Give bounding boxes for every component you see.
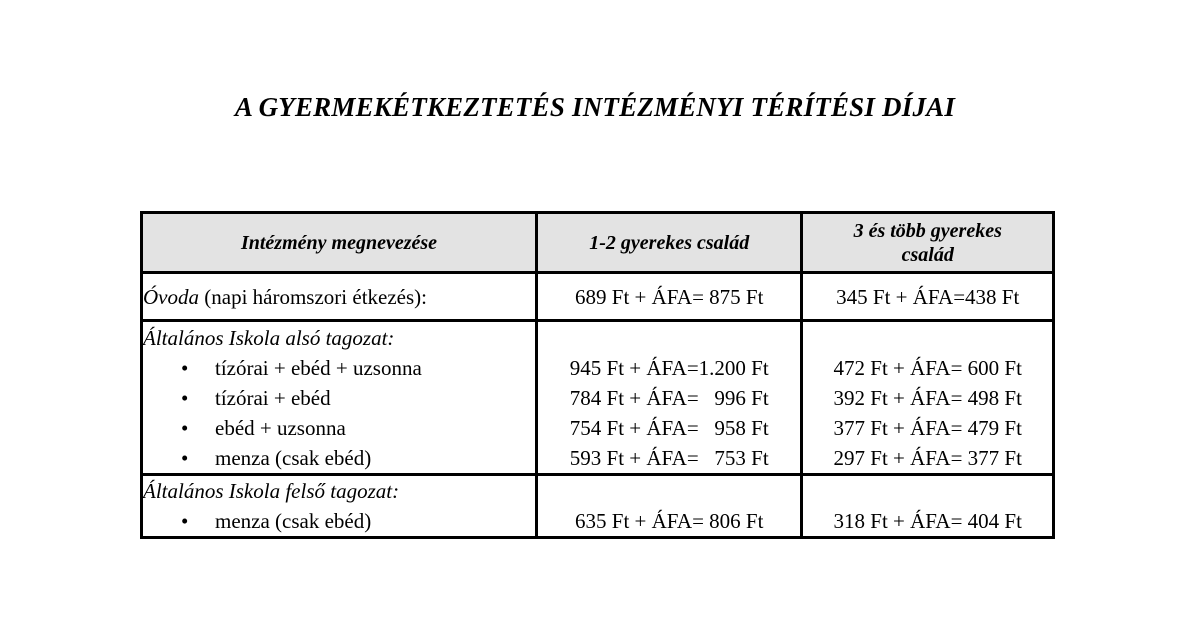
table-row-felso-tagozat xyxy=(142,475,1054,538)
ovoda-fee-3-plus: 345 Ft + ÁFA=438 Ft xyxy=(802,273,1054,321)
bullet-icon: • xyxy=(181,356,189,380)
bullet-icon: • xyxy=(181,446,189,470)
felso-fee-3-plus: 318 Ft + ÁFA= 404 Ft xyxy=(833,509,1022,533)
also-fee-3-plus: 392 Ft + ÁFA= 498 Ft xyxy=(833,386,1022,410)
also-fee-1-2: 593 Ft + ÁFA= 753 Ft xyxy=(569,446,769,470)
felso-name-cell xyxy=(142,475,537,538)
header-3-plus-line1: 3 és több gyerekes xyxy=(853,219,1002,242)
also-fee-3-plus: 472 Ft + ÁFA= 600 Ft xyxy=(833,356,1022,380)
felso-fee-1-2: 635 Ft + ÁFA= 806 Ft xyxy=(575,509,764,533)
also-fee-3-plus: 377 Ft + ÁFA= 479 Ft xyxy=(833,416,1022,440)
header-3-plus-line2: család xyxy=(901,243,954,266)
also-section-title: Általános Iskola alsó tagozat: xyxy=(143,326,395,350)
also-item-label: tízórai + ebéd xyxy=(215,386,331,410)
table-row-ovoda xyxy=(142,273,1054,321)
ovoda-name-detail: (napi háromszori étkezés): xyxy=(199,284,427,309)
also-item-label: menza (csak ebéd) xyxy=(215,446,372,470)
table-row-also-tagozat xyxy=(142,321,1054,475)
header-1-2-children: 1-2 gyerekes család xyxy=(536,213,801,273)
bullet-icon: • xyxy=(181,386,189,410)
page-title: A GYERMEKÉTKEZTETÉS INTÉZMÉNYI TÉRÍTÉSI DÍJAI xyxy=(234,92,956,122)
also-name-cell xyxy=(142,321,537,475)
list-item xyxy=(143,506,535,536)
also-fees-1-2 xyxy=(536,321,801,475)
header-row xyxy=(142,213,1054,273)
also-fee-1-2: 754 Ft + ÁFA= 958 Ft xyxy=(569,416,769,440)
also-fee-1-2: 945 Ft + ÁFA=1.200 Ft xyxy=(569,356,769,380)
bullet-icon: • xyxy=(181,416,189,440)
felso-item-label: menza (csak ebéd) xyxy=(215,509,372,533)
also-fee-1-2: 784 Ft + ÁFA= 996 Ft xyxy=(569,386,769,410)
also-fee-3-plus: 297 Ft + ÁFA= 377 Ft xyxy=(833,446,1022,470)
also-item-label: ebéd + uzsonna xyxy=(215,416,346,440)
list-item xyxy=(143,353,535,383)
ovoda-name-cell xyxy=(142,273,537,321)
header-3-plus-children xyxy=(802,213,1054,273)
header-institution-name: Intézmény megnevezése xyxy=(142,213,537,273)
list-item xyxy=(143,443,535,473)
ovoda-fee-1-2: 689 Ft + ÁFA= 875 Ft xyxy=(536,273,801,321)
list-item xyxy=(143,413,535,443)
ovoda-name: Óvoda xyxy=(143,284,199,309)
list-item xyxy=(143,383,535,413)
felso-section-title: Általános Iskola felső tagozat: xyxy=(143,479,400,503)
also-item-label: tízórai + ebéd + uzsonna xyxy=(215,356,422,380)
bullet-icon: • xyxy=(181,509,189,533)
felso-fees-3-plus xyxy=(802,475,1054,538)
table-header xyxy=(142,213,1054,273)
also-fees-3-plus xyxy=(802,321,1054,475)
felso-fees-1-2 xyxy=(536,475,801,538)
fees-table xyxy=(140,211,1055,539)
